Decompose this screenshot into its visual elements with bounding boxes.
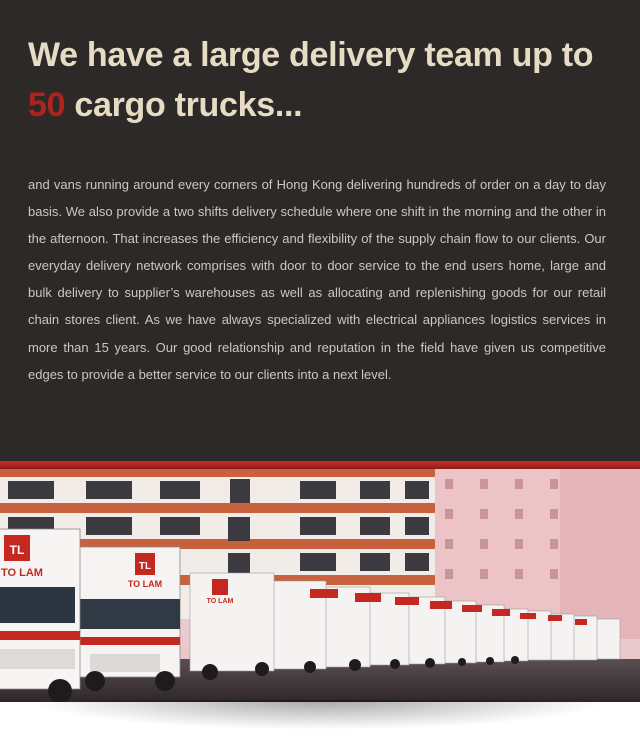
body-paragraph: and vans running around every corners of Hong Kong delivering hundreds of order on a day to day basis. We also provide a two shifts delivery schedule where one shift in the morning and the other in the afternoon. That increases the efficiency and flexibility of the supply chain flow to our clients. Our everyday delivery network comprises with door to door service to the end users home, large and bulk delivery to supplier’s warehouses as well as allocating and replenishing goods for our retail chain stores client. As we have always specialized with electrical appliances logistics services in more than 15 years. Our good relationship and reputation in the field have given us competitive edges to provide a better service to our clients into a next level. — [28, 177, 606, 382]
photo-drop-shadow — [30, 700, 610, 730]
truck-brand-mid: TO LAM — [127, 579, 163, 589]
truck-brand-rear: TO LAM — [206, 598, 234, 605]
truck-logo-mid: TL — [138, 561, 152, 572]
headline-text-start: We have a large delivery team up to — [28, 36, 594, 74]
truck-brand-front: TO LAM — [1, 567, 43, 579]
headline-text-end: cargo trucks... — [65, 86, 303, 124]
red-divider — [0, 461, 640, 469]
headline-highlight-number: 50 — [28, 86, 66, 124]
truck-logo-front: TL — [9, 543, 25, 557]
truck-fleet-illustration — [0, 469, 640, 702]
headline — [28, 30, 628, 130]
truck-fleet-photo — [0, 469, 640, 702]
